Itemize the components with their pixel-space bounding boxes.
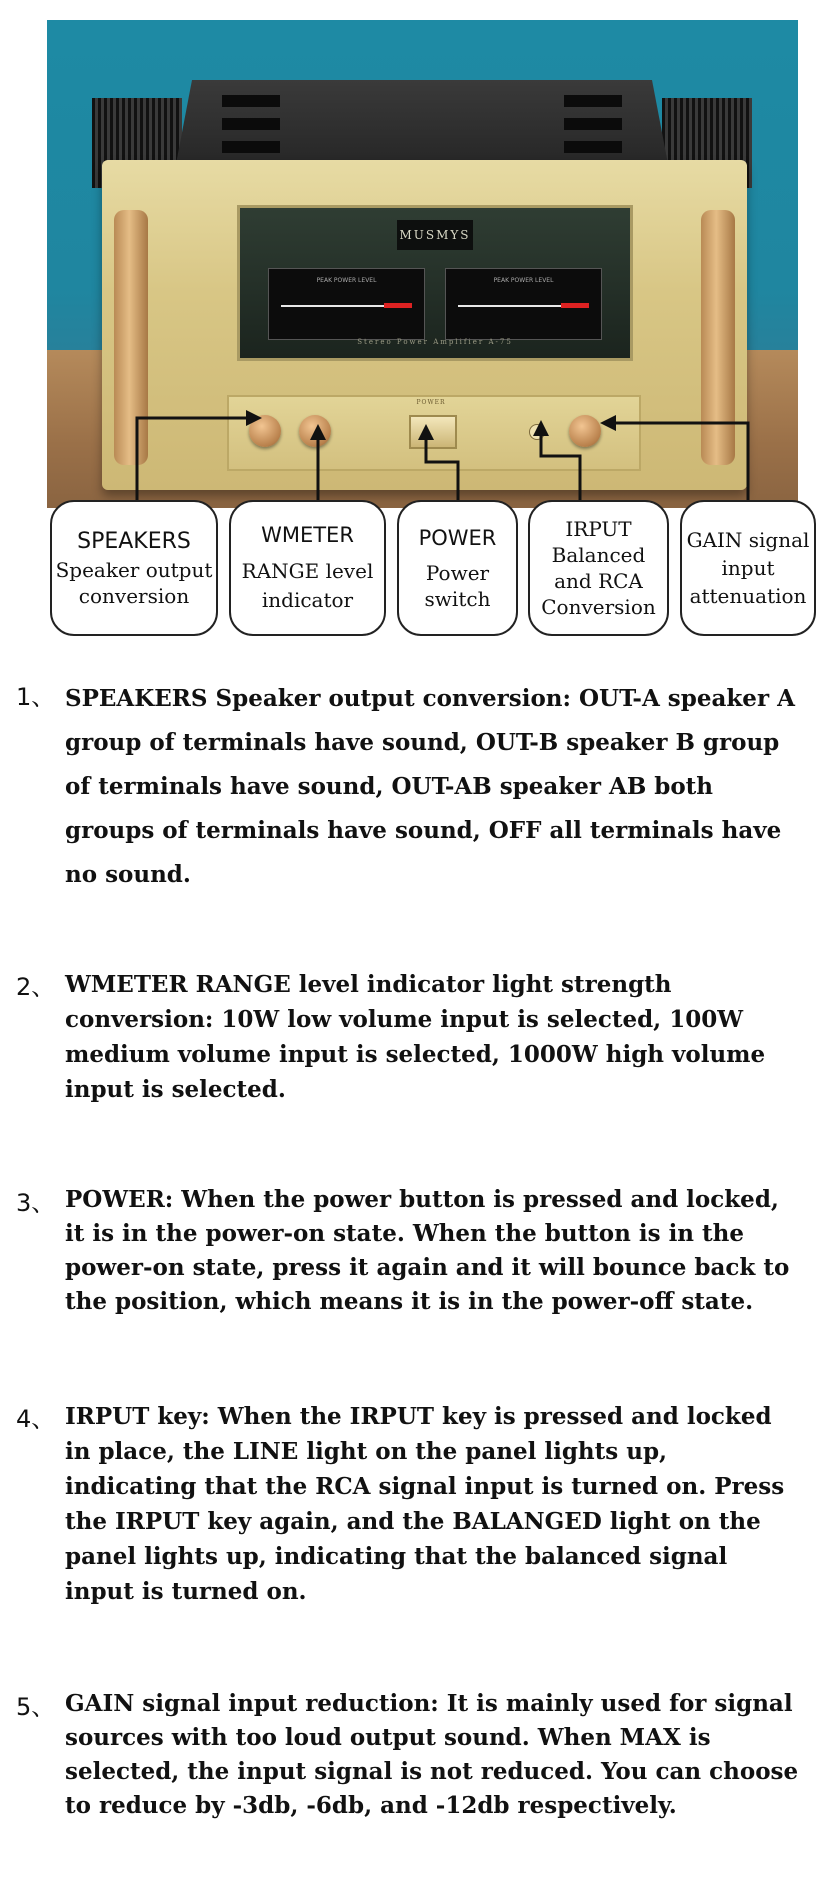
callout-power [397, 500, 518, 636]
item-text: SPEAKERS Speaker output conversion: OUT-A speaker A group of terminals have sound, OUT-B speaker B group of terminals have sound, OUT-AB speaker AB both groups of terminals have sound, OFF all terminals have no sound. [65, 685, 795, 888]
power-label: POWER [416, 399, 446, 406]
meter-label: PEAK POWER LEVEL [493, 277, 554, 284]
left-power-meter [268, 268, 425, 340]
input-button[interactable] [529, 424, 545, 440]
power-button[interactable] [409, 415, 457, 449]
callout-title: WMETER [261, 522, 354, 547]
meter-label: PEAK POWER LEVEL [316, 277, 377, 284]
list-item [10, 1687, 810, 1823]
callout-title: GAIN signal input attenuation [686, 528, 810, 608]
callout-title: POWER [418, 525, 497, 550]
item-text: IRPUT key: When the IRPUT key is pressed and locked in place, the LINE light on the panel lights up, indicating that the RCA signal input is turned on. Press the IRPUT key again, and the BALANGED light on the panel lights up, indicating that the balanced signal input is turned on. [65, 1403, 785, 1605]
model-label: Stereo Power Amplifier A-75 [357, 338, 513, 346]
amplifier-chassis [102, 160, 747, 490]
item-number: 2、 [16, 973, 56, 1001]
callout-desc: Balanced and RCA Conversion [541, 543, 656, 619]
amplifier-photo [47, 20, 798, 508]
meter-display [237, 205, 633, 361]
callout-title: IRPUT [565, 517, 632, 541]
item-number: 4、 [16, 1405, 56, 1433]
item-number: 3、 [16, 1189, 56, 1217]
item-number: 5、 [16, 1693, 56, 1721]
item-text: GAIN signal input reduction: It is mainly used for signal sources with too loud output sound. When MAX is selected, the input signal is not reduced. You can choose to reduce by -3db, -6db, and -12db respectively. [65, 1690, 799, 1819]
callout-desc: Speaker output conversion [55, 557, 213, 608]
right-power-meter [445, 268, 602, 340]
callout-irput [528, 500, 669, 636]
list-item [10, 967, 810, 1107]
callout-desc: Power switch [424, 561, 491, 612]
right-handle [701, 210, 735, 465]
gain-knob[interactable] [569, 415, 601, 447]
callout-wmeter [229, 500, 386, 636]
speakers-knob[interactable] [249, 415, 281, 447]
list-item [10, 1399, 810, 1609]
left-handle [114, 210, 148, 465]
callout-title: SPEAKERS [77, 529, 191, 555]
callout-speakers [50, 500, 218, 636]
item-text: WMETER RANGE level indicator light strength conversion: 10W low volume input is selected, 100W medium volume input is selected, 1000W high volume input is selected. [65, 971, 766, 1103]
wmeter-knob[interactable] [299, 415, 331, 447]
list-item [10, 677, 810, 897]
callout-gain [680, 500, 816, 636]
control-panel [227, 395, 641, 471]
item-number: 1、 [16, 683, 56, 711]
list-item [10, 1183, 810, 1319]
item-text: POWER: When the power button is pressed and locked, it is in the power-on state. When the button is in the power-on state, press it again and it will bounce back to the position, which means it is in the power-off state. [65, 1186, 790, 1315]
callout-desc: RANGE level indicator [241, 559, 374, 613]
brand-logo: MUSMYS [397, 220, 473, 250]
